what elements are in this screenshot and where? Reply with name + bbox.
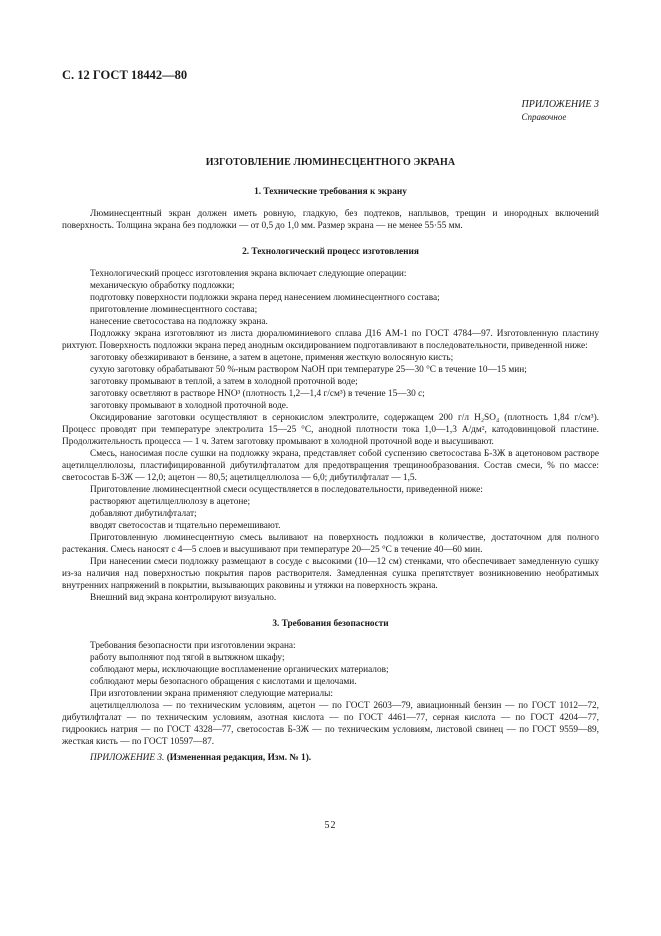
section-2-line: сухую заготовку обрабатывают 50 %-ным раствором NaOH при температуре 25—30 °С в течение 10—15 мин; [90, 365, 527, 375]
section-2-line: механическую обработку подложки; [90, 281, 235, 291]
amendment-note [62, 752, 599, 764]
section-3-line: ацетилцеллюлоза — по техническим условиям, ацетон — по ГОСТ 2603—79, авиационный бензин — по ГОСТ 1012—72, дибутилфталат — по техническим условиям, азотная кислота — по ГОСТ 4461—77, серная кислота — по ГОСТ 4204—77, гидроокись натрия — по ГОСТ 4328—77, светосостав Б-3Ж — по техническим условиям, листовой свинец — по ГОСТ 9559—89, жесткая кисть — по ГОСТ 10597—87. [62, 701, 599, 747]
section-3-line: соблюдают меры, исключающие воспламенение органических материалов; [90, 665, 389, 675]
section-3-line: соблюдают меры безопасного обращения с кислотами и щелочами. [90, 677, 357, 687]
amendment-note-text: (Измененная редакция, Изм. № 1). [166, 753, 312, 763]
section-1-title: 1. Технические требования к экрану [254, 187, 407, 197]
section-1-paragraph: Люминесцентный экран должен иметь ровную, гладкую, без подтеков, наплывов, трещин и инородных включений поверхность. Толщина экрана без подложки — от 0,5 до 1,0 мм. Размер экрана — не менее 55·55 мм. [62, 209, 599, 231]
section-2-line: заготовку осветляют в растворе HNO³ (плотность 1,2—1,4 г/см³) в течение 15—30 с; [90, 389, 425, 399]
section-3-title: 3. Требования безопасности [272, 619, 389, 629]
section-2-line: При нанесении смеси подложку размещают в сосуде с высокими (10—12 см) стенками, что обеспечивает замедленную сушку из-за наличия над поверхностью покрытия паров растворителя. Замедленная сушка препятствует возникновению необратимых внутренних напряжений в покрытии, вызывающих раковины и утяжки на поверхность экрана. [62, 557, 599, 591]
section-2-line: вводят светосостав и тщательно перемешивают. [90, 521, 281, 531]
section-2-line: Приготовленную люминесцентную смесь выливают на поверхность подложки в количестве, достаточном для полного растекания. Смесь наносят с 4—5 слоев и высушивают при температуре 20—25 °С в течение 40—60 мин. [62, 533, 599, 555]
section-2-title: 2. Технологический процесс изготовления [242, 247, 419, 257]
appendix-label [522, 99, 600, 123]
section-3-line: При изготовлении экрана применяют следующие материалы: [90, 689, 333, 699]
appendix-subtitle: Справочное [521, 112, 567, 122]
page-header: С. 12 ГОСТ 18442—80 [62, 68, 188, 82]
section-2-line: Внешний вид экрана контролируют визуально. [90, 593, 277, 603]
section-2-line: Смесь, наносимая после сушки на подложку экрана, представляет собой суспензию светосостава Б-3Ж в ацетоновом растворе ацетилцеллюлозы, пластифицированной дибутилфталатом для предотвращения трещинообразования. Состав смеси, % по массе: светосостав Б-3Ж — 12,0; ацетон — 80,5; ацетилцеллюлоза — 6,0; дибутилфталат — 1,5. [62, 449, 599, 483]
section-3-line: Требования безопасности при изготовлении экрана: [90, 641, 296, 651]
section-2-line: нанесение светосостава на подложку экрана. [90, 317, 268, 327]
page-number: 52 [324, 820, 337, 831]
section-3-line: работу выполняют под тягой в вытяжном шкафу; [90, 653, 285, 663]
section-2-line: подготовку поверхности подложки экрана перед нанесением люминесцентного состава; [90, 293, 440, 303]
section-2-line: заготовку промывают в теплой, а затем в холодной проточной воде; [90, 377, 358, 387]
section-2-line: добавляют дибутилфталат; [90, 509, 197, 519]
appendix-title: ПРИЛОЖЕНИЕ 3 [521, 99, 599, 110]
amendment-note-label: ПРИЛОЖЕНИЕ 3. [90, 753, 165, 763]
section-2-line: Подложку экрана изготовляют из листа дюралюминиевого сплава Д16 АМ-1 по ГОСТ 4784—97. Изготовленную пластину рихтуют. Поверхность подложки экрана перед анодным оксидированием подготавливают в последовательности, приведенной ниже: [62, 329, 599, 351]
section-2-line: Технологический процесс изготовления экрана включает следующие операции: [90, 269, 407, 279]
section-2-line: заготовку обезжиривают в бензине, а затем в ацетоне, применяя жесткую волосяную кисть; [90, 353, 454, 363]
section-2-line: приготовление люминесцентного состава; [90, 305, 258, 315]
document-body [62, 180, 599, 764]
section-2-line: заготовку промывают в холодной проточной воде. [90, 401, 289, 411]
section-2-line: Оксидирование заготовки осуществляют в сернокислом электролите, содержащем 200 г/л H₂SO₄ (плотность 1,84 г/см³). Процесс проводят при температуре электролита 15—25 °С, анодной плотности тока 1,0—1,3 А/дм², катодовинцовой пластине. Продолжительность процесса — 1 ч. Затем заготовку промывают в холодной проточной воде и высушивают. [62, 413, 599, 447]
document-title: ИЗГОТОВЛЕНИЕ ЛЮМИНЕСЦЕНТНОГО ЭКРАНА [205, 157, 456, 168]
section-2-line: растворяют ацетилцеллюлозу в ацетоне; [90, 497, 251, 507]
section-2-line: Приготовление люминесцентной смеси осуществляется в последовательности, приведенной ниже: [90, 485, 483, 495]
